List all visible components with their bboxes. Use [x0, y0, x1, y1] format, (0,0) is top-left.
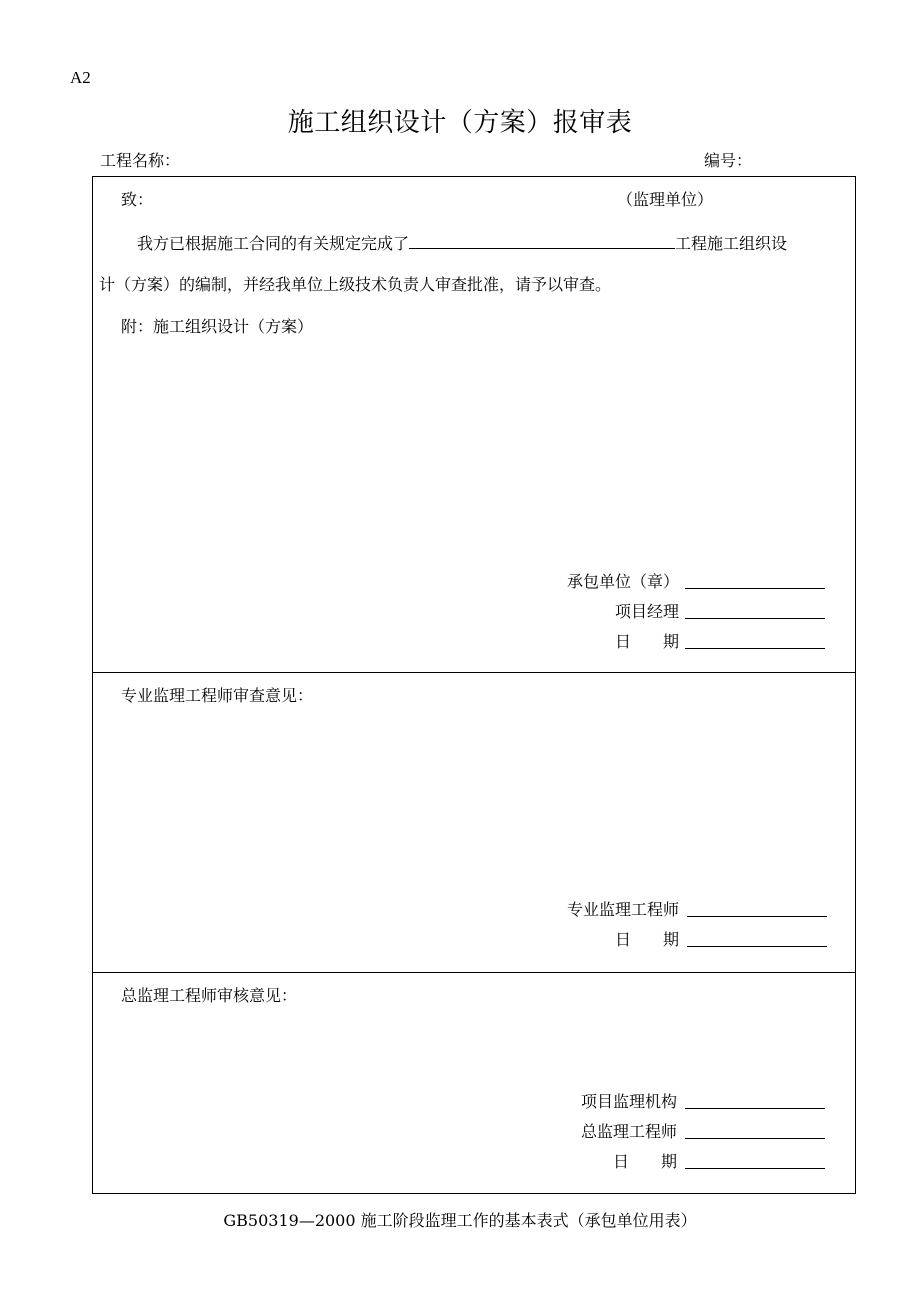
project-name-label: 工程名称： [100, 151, 181, 170]
engineer-review-heading: 专业监理工程师审查意见： [121, 686, 314, 705]
date-line-1[interactable] [685, 648, 825, 649]
chief-review-section [93, 973, 855, 1195]
body-text-part1: 我方已根据施工合同的有关规定完成了 [137, 234, 410, 253]
submission-section [93, 177, 855, 673]
date-label-1: 日 期 [614, 632, 679, 651]
date-line-3[interactable] [685, 1168, 825, 1169]
body-text-part2: 工程施工组织设 [675, 234, 788, 253]
engineer-signature-line[interactable] [687, 916, 827, 917]
date-label-2: 日 期 [614, 930, 679, 949]
contractor-seal-line[interactable] [685, 588, 825, 589]
project-manager-label: 项目经理 [614, 602, 679, 621]
page-title: 施工组织设计（方案）报审表 [287, 108, 633, 138]
supervision-org-label: 项目监理机构 [580, 1092, 677, 1111]
date-label-3: 日 期 [612, 1152, 677, 1171]
to-label: 致： [121, 190, 154, 209]
approval-form-table [92, 176, 856, 1194]
supervisor-unit-label: （监理单位） [617, 190, 714, 209]
project-manager-line[interactable] [685, 618, 825, 619]
chief-review-heading: 总监理工程师审核意见： [121, 986, 298, 1005]
body-line-2: 计（方案）的编制，并经我单位上级技术负责人审查批准，请予以审查。 [99, 275, 612, 294]
attachment-label: 附：施工组织设计（方案） [121, 317, 314, 336]
contractor-seal-label: 承包单位（章） [566, 572, 679, 591]
footer-standard: GB50319—2000 施工阶段监理工作的基本表式（承包单位用表） [223, 1211, 697, 1230]
chief-engineer-line[interactable] [685, 1138, 825, 1139]
number-label: 编号： [704, 151, 753, 170]
project-name-blank[interactable] [409, 234, 675, 249]
chief-engineer-label: 总监理工程师 [580, 1122, 677, 1141]
engineer-review-section [93, 673, 855, 973]
engineer-signature-label: 专业监理工程师 [566, 900, 679, 919]
date-line-2[interactable] [687, 946, 827, 947]
form-code: A2 [70, 68, 91, 87]
body-line-1 [137, 231, 787, 254]
supervision-org-line[interactable] [685, 1108, 825, 1109]
